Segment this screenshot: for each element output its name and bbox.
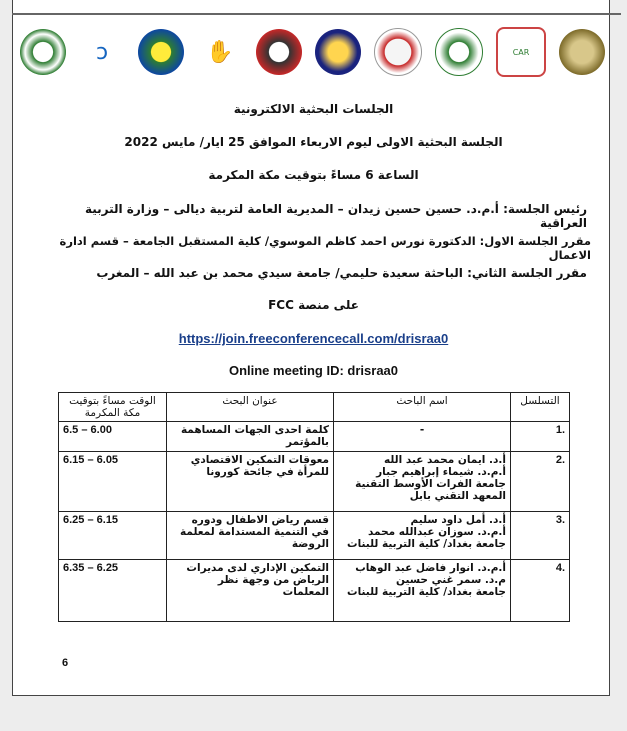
row-seq: .3 xyxy=(511,512,570,560)
header-rule xyxy=(12,13,621,15)
session-chair: رئيس الجلسة: أ.م.د. حسين حسين زيدان – المديرية العامة لتربية ديالى – وزارة التربية العراقية xyxy=(84,202,587,230)
car-logo-icon: CAR xyxy=(496,27,546,77)
row-time: 6.5 – 6.00 xyxy=(59,422,167,452)
row-title: التمكين الإداري لدى مديرات الرياض من وجهة نظر المعلمات xyxy=(167,560,334,622)
table-row xyxy=(59,422,570,452)
row-title: كلمة احدى الجهات المساهمة بالمؤتمر xyxy=(167,422,334,452)
header-title: عنوان البحث xyxy=(167,393,334,422)
gear-logo-icon xyxy=(256,29,302,75)
row-researcher: أ.د. ايمان محمد عبد الله أ.م.د. شيماء إبراهيم جبار جامعة الفرات الأوسط التقنية المعهد التقني بابل xyxy=(334,452,511,512)
page-number: 6 xyxy=(62,657,69,669)
table-row xyxy=(59,452,570,512)
logos-row xyxy=(20,22,605,82)
rapporteur-2: مقرر الجلسة الثاني: الباحثة سعيدة حليمي/ جامعة سيدي محمد بن عبد الله – المغرب xyxy=(96,266,587,280)
session-date: الجلسة البحثية الاولى ليوم الاربعاء الموافق 25 ايار/ مايس 2022 xyxy=(124,135,503,149)
row-researcher: أ.م.د. انوار فاضل عبد الوهاب م.د. سمر غني حسين جامعة بغداد/ كلية التربية للبنات xyxy=(334,560,511,622)
row-time: 6.25 – 6.15 xyxy=(59,512,167,560)
header-seq: التسلسل xyxy=(511,393,570,422)
emblem-logo-icon xyxy=(138,29,184,75)
page-title: الجلسات البحثية الالكترونية xyxy=(233,102,394,116)
platform-text: على منصة FCC xyxy=(268,298,359,312)
swirl-logo-icon: ↄ xyxy=(79,29,125,75)
row-seq: .4 xyxy=(511,560,570,622)
meeting-link[interactable]: https://join.freeconferencecall.com/drisraa0 xyxy=(178,331,449,346)
university-seal-icon xyxy=(559,29,605,75)
wreath-logo-icon xyxy=(435,28,483,76)
row-researcher: أ.د. أمل داود سليم أ.م.د. سوزان عبدالله محمد جامعة بغداد/ كلية التربية للبنات xyxy=(334,512,511,560)
row-seq: .1 xyxy=(511,422,570,452)
table-header-row xyxy=(59,393,570,422)
rapporteur-1: مقرر الجلسة الاول: الدكتورة نورس احمد كاظم الموسوي/ كلية المستقبل الجامعة – قسم ادارة الاعمال xyxy=(59,234,591,262)
row-time: 6.35 – 6.25 xyxy=(59,560,167,622)
hand-logo-icon: ✋ xyxy=(197,29,243,75)
sessions-table xyxy=(58,392,570,622)
row-title: معوقات التمكين الاقتصادي للمرأة في جائحة كورونا xyxy=(167,452,334,512)
globe-logo-icon xyxy=(315,29,361,75)
session-time: الساعة 6 مساءً بتوقيت مكة المكرمة xyxy=(208,168,419,182)
journal-logo-icon xyxy=(374,28,422,76)
table-row xyxy=(59,512,570,560)
header-researcher: اسم الباحث xyxy=(334,393,511,422)
green-logo-icon xyxy=(20,29,66,75)
row-researcher: - xyxy=(334,422,511,452)
table-row xyxy=(59,560,570,622)
meeting-id: Online meeting ID: drisraa0 xyxy=(228,363,399,378)
row-seq: .2 xyxy=(511,452,570,512)
row-title: قسم رياض الاطفال ودوره في التنمية المستدامة لمعلمة الروضة xyxy=(167,512,334,560)
header-time: الوقت مساءً بتوقيت مكة المكرمة xyxy=(59,393,167,422)
row-time: 6.15 – 6.05 xyxy=(59,452,167,512)
